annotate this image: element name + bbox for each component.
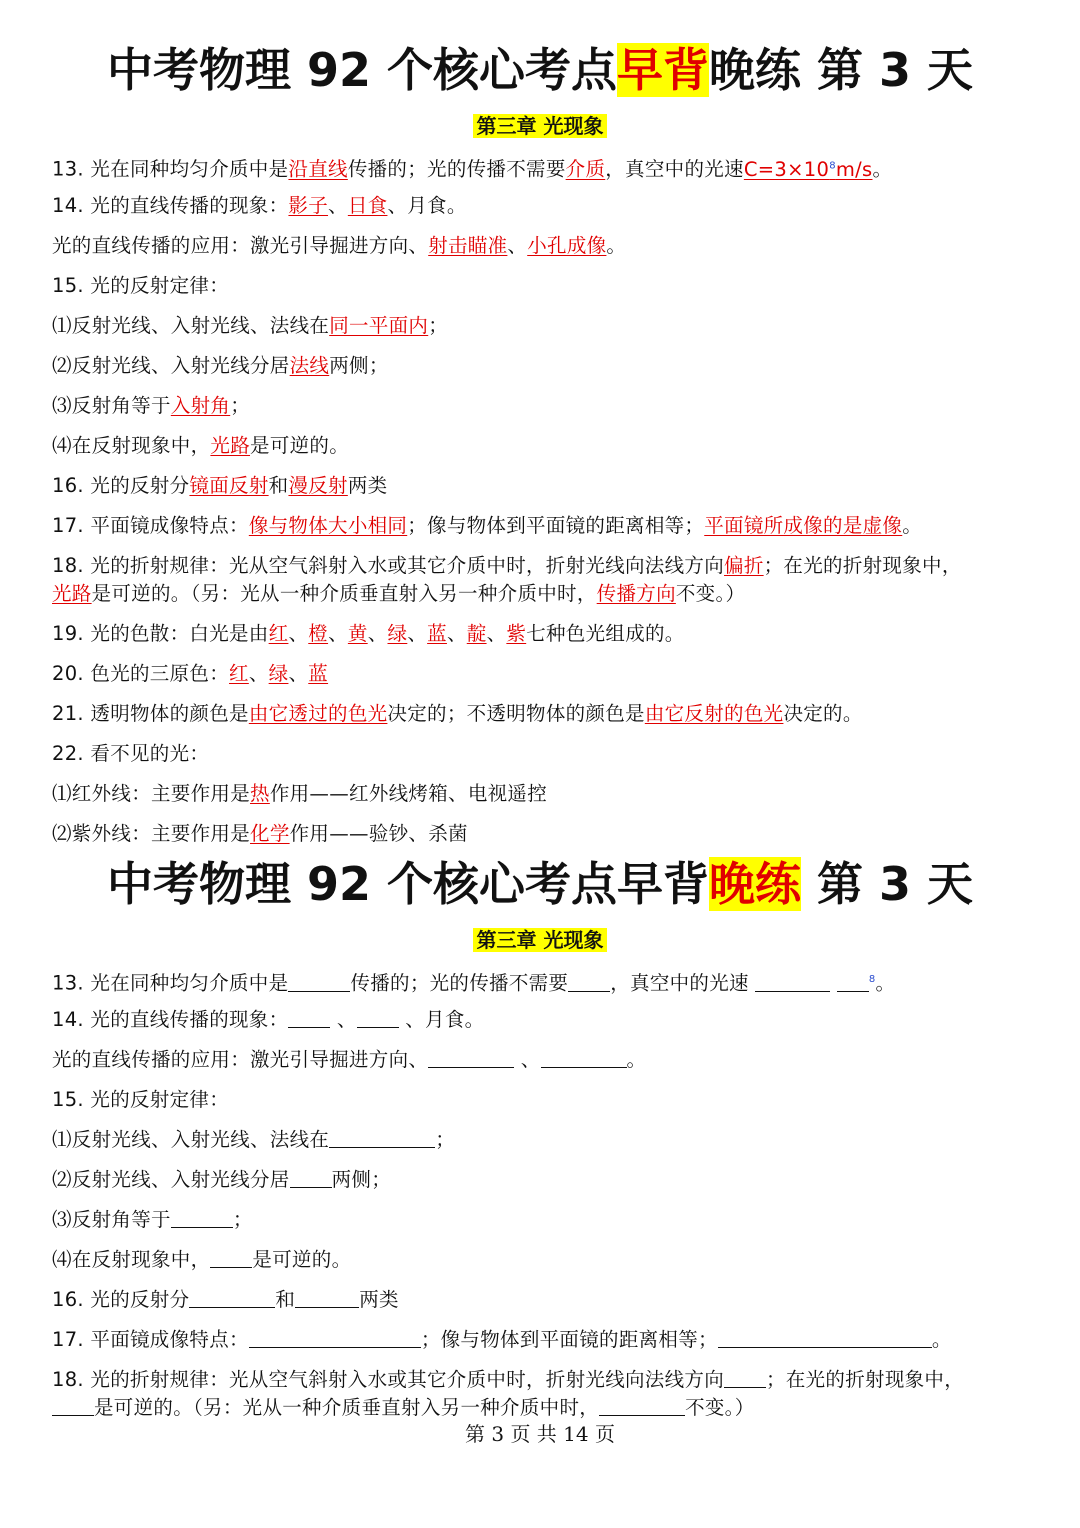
point-15: 15. 光的反射定律： bbox=[52, 274, 230, 297]
point-18-line1: 18. 光的折射规律：光从空气斜射入水或其它介质中时，折射光线向法线方向偏折；在光的折射现象中， bbox=[52, 554, 962, 577]
blank[interactable] bbox=[568, 971, 610, 992]
blank[interactable] bbox=[541, 1047, 627, 1068]
chapter-heading: 第三章 光现象 bbox=[0, 112, 1080, 140]
point-16: 16. 光的反射分镜面反射和漫反射两类 bbox=[52, 474, 388, 497]
blank[interactable] bbox=[249, 1327, 421, 1348]
blank[interactable] bbox=[428, 1047, 514, 1068]
point-15-3: ⑶反射角等于入射角； bbox=[52, 394, 251, 417]
point-14: 14. 光的直线传播的现象：影子、日食、月食。 bbox=[52, 194, 467, 217]
page-title-evening: 中考物理 92 个核心考点早背晚练 第 3 天 bbox=[106, 857, 974, 911]
blank[interactable] bbox=[599, 1395, 685, 1416]
point-15-1: ⑴反射光线、入射光线、法线在同一平面内； bbox=[52, 314, 449, 337]
point-22: 22. 看不见的光： bbox=[52, 742, 210, 765]
practice-15-3: ⑶反射角等于 ； bbox=[52, 1208, 253, 1231]
blank[interactable] bbox=[52, 1395, 94, 1416]
blank[interactable] bbox=[288, 1007, 330, 1028]
point-20: 20. 色光的三原色：红、绿、蓝 bbox=[52, 662, 329, 685]
blank[interactable] bbox=[329, 1127, 435, 1148]
blank[interactable] bbox=[718, 1327, 932, 1348]
point-14-application: 光的直线传播的应用：激光引导掘进方向、射击瞄准、小孔成像。 bbox=[52, 234, 627, 257]
practice-15-4: ⑷在反射现象中， 是可逆的。 bbox=[52, 1248, 352, 1271]
point-15-4: ⑷在反射现象中，光路是可逆的。 bbox=[52, 434, 350, 457]
blank[interactable] bbox=[724, 1367, 766, 1388]
practice-15-2: ⑵反射光线、入射光线分居 两侧； bbox=[52, 1168, 392, 1191]
blank[interactable] bbox=[171, 1207, 233, 1228]
blank[interactable] bbox=[295, 1287, 359, 1308]
blank[interactable] bbox=[837, 971, 869, 992]
point-22-1: ⑴红外线：主要作用是热作用——红外线烤箱、电视遥控 bbox=[52, 782, 548, 805]
point-21: 21. 透明物体的颜色是由它透过的色光决定的；不透明物体的颜色是由它反射的色光决定的。 bbox=[52, 702, 863, 725]
practice-14-application: 光的直线传播的应用：激光引导掘进方向、 、 。 bbox=[52, 1048, 647, 1071]
page-title-morning: 中考物理 92 个核心考点早背晚练 第 3 天 bbox=[106, 43, 974, 97]
practice-18-line2: 是可逆的。（另：光从一种介质垂直射入另一种介质中时， 不变。） bbox=[52, 1394, 755, 1422]
blank[interactable] bbox=[290, 1167, 332, 1188]
practice-14: 14. 光的直线传播的现象： 、 、月食。 bbox=[52, 1008, 485, 1031]
practice-16: 16. 光的反射分 和 两类 bbox=[52, 1288, 399, 1311]
practice-13: 13. 光在同种均匀介质中是 传播的；光的传播不需要 ，真空中的光速 $^8$。 bbox=[52, 971, 896, 995]
blank[interactable] bbox=[288, 971, 350, 992]
blank[interactable] bbox=[189, 1287, 275, 1308]
point-18-line2: 光路是可逆的。（另：光从一种介质垂直射入另一种介质中时，传播方向不变。） bbox=[52, 582, 746, 605]
blank[interactable] bbox=[210, 1247, 252, 1268]
point-13: 13. 光在同种均匀介质中是沿直线传播的；光的传播不需要介质，真空中的光速$C=3\times 10^8m/s$。 bbox=[52, 157, 893, 181]
point-17: 17. 平面镜成像特点：像与物体大小相同；像与物体到平面镜的距离相等；平面镜所成像的是虚像。 bbox=[52, 514, 923, 537]
practice-18-line1: 18. 光的折射规律：光从空气斜射入水或其它介质中时，折射光线向法线方向 ；在光的折射现象中， bbox=[52, 1368, 965, 1391]
point-19: 19. 光的色散：白光是由红、橙、黄、绿、蓝、靛、紫七种色光组成的。 bbox=[52, 622, 685, 645]
point-22-2: ⑵紫外线：主要作用是化学作用——验钞、杀菌 bbox=[52, 822, 468, 845]
point-15-2: ⑵反射光线、入射光线分居法线两侧； bbox=[52, 354, 389, 377]
practice-17: 17. 平面镜成像特点： ；像与物体到平面镜的距离相等； 。 bbox=[52, 1328, 952, 1351]
blank[interactable] bbox=[357, 1007, 399, 1028]
chapter-heading-practice: 第三章 光现象 bbox=[0, 926, 1080, 954]
practice-15: 15. 光的反射定律： bbox=[52, 1088, 230, 1111]
blank[interactable] bbox=[755, 971, 830, 992]
practice-15-1: ⑴反射光线、入射光线、法线在 ； bbox=[52, 1128, 456, 1151]
page-number-footer: 第 3 页 共 14 页 bbox=[465, 1422, 615, 1446]
